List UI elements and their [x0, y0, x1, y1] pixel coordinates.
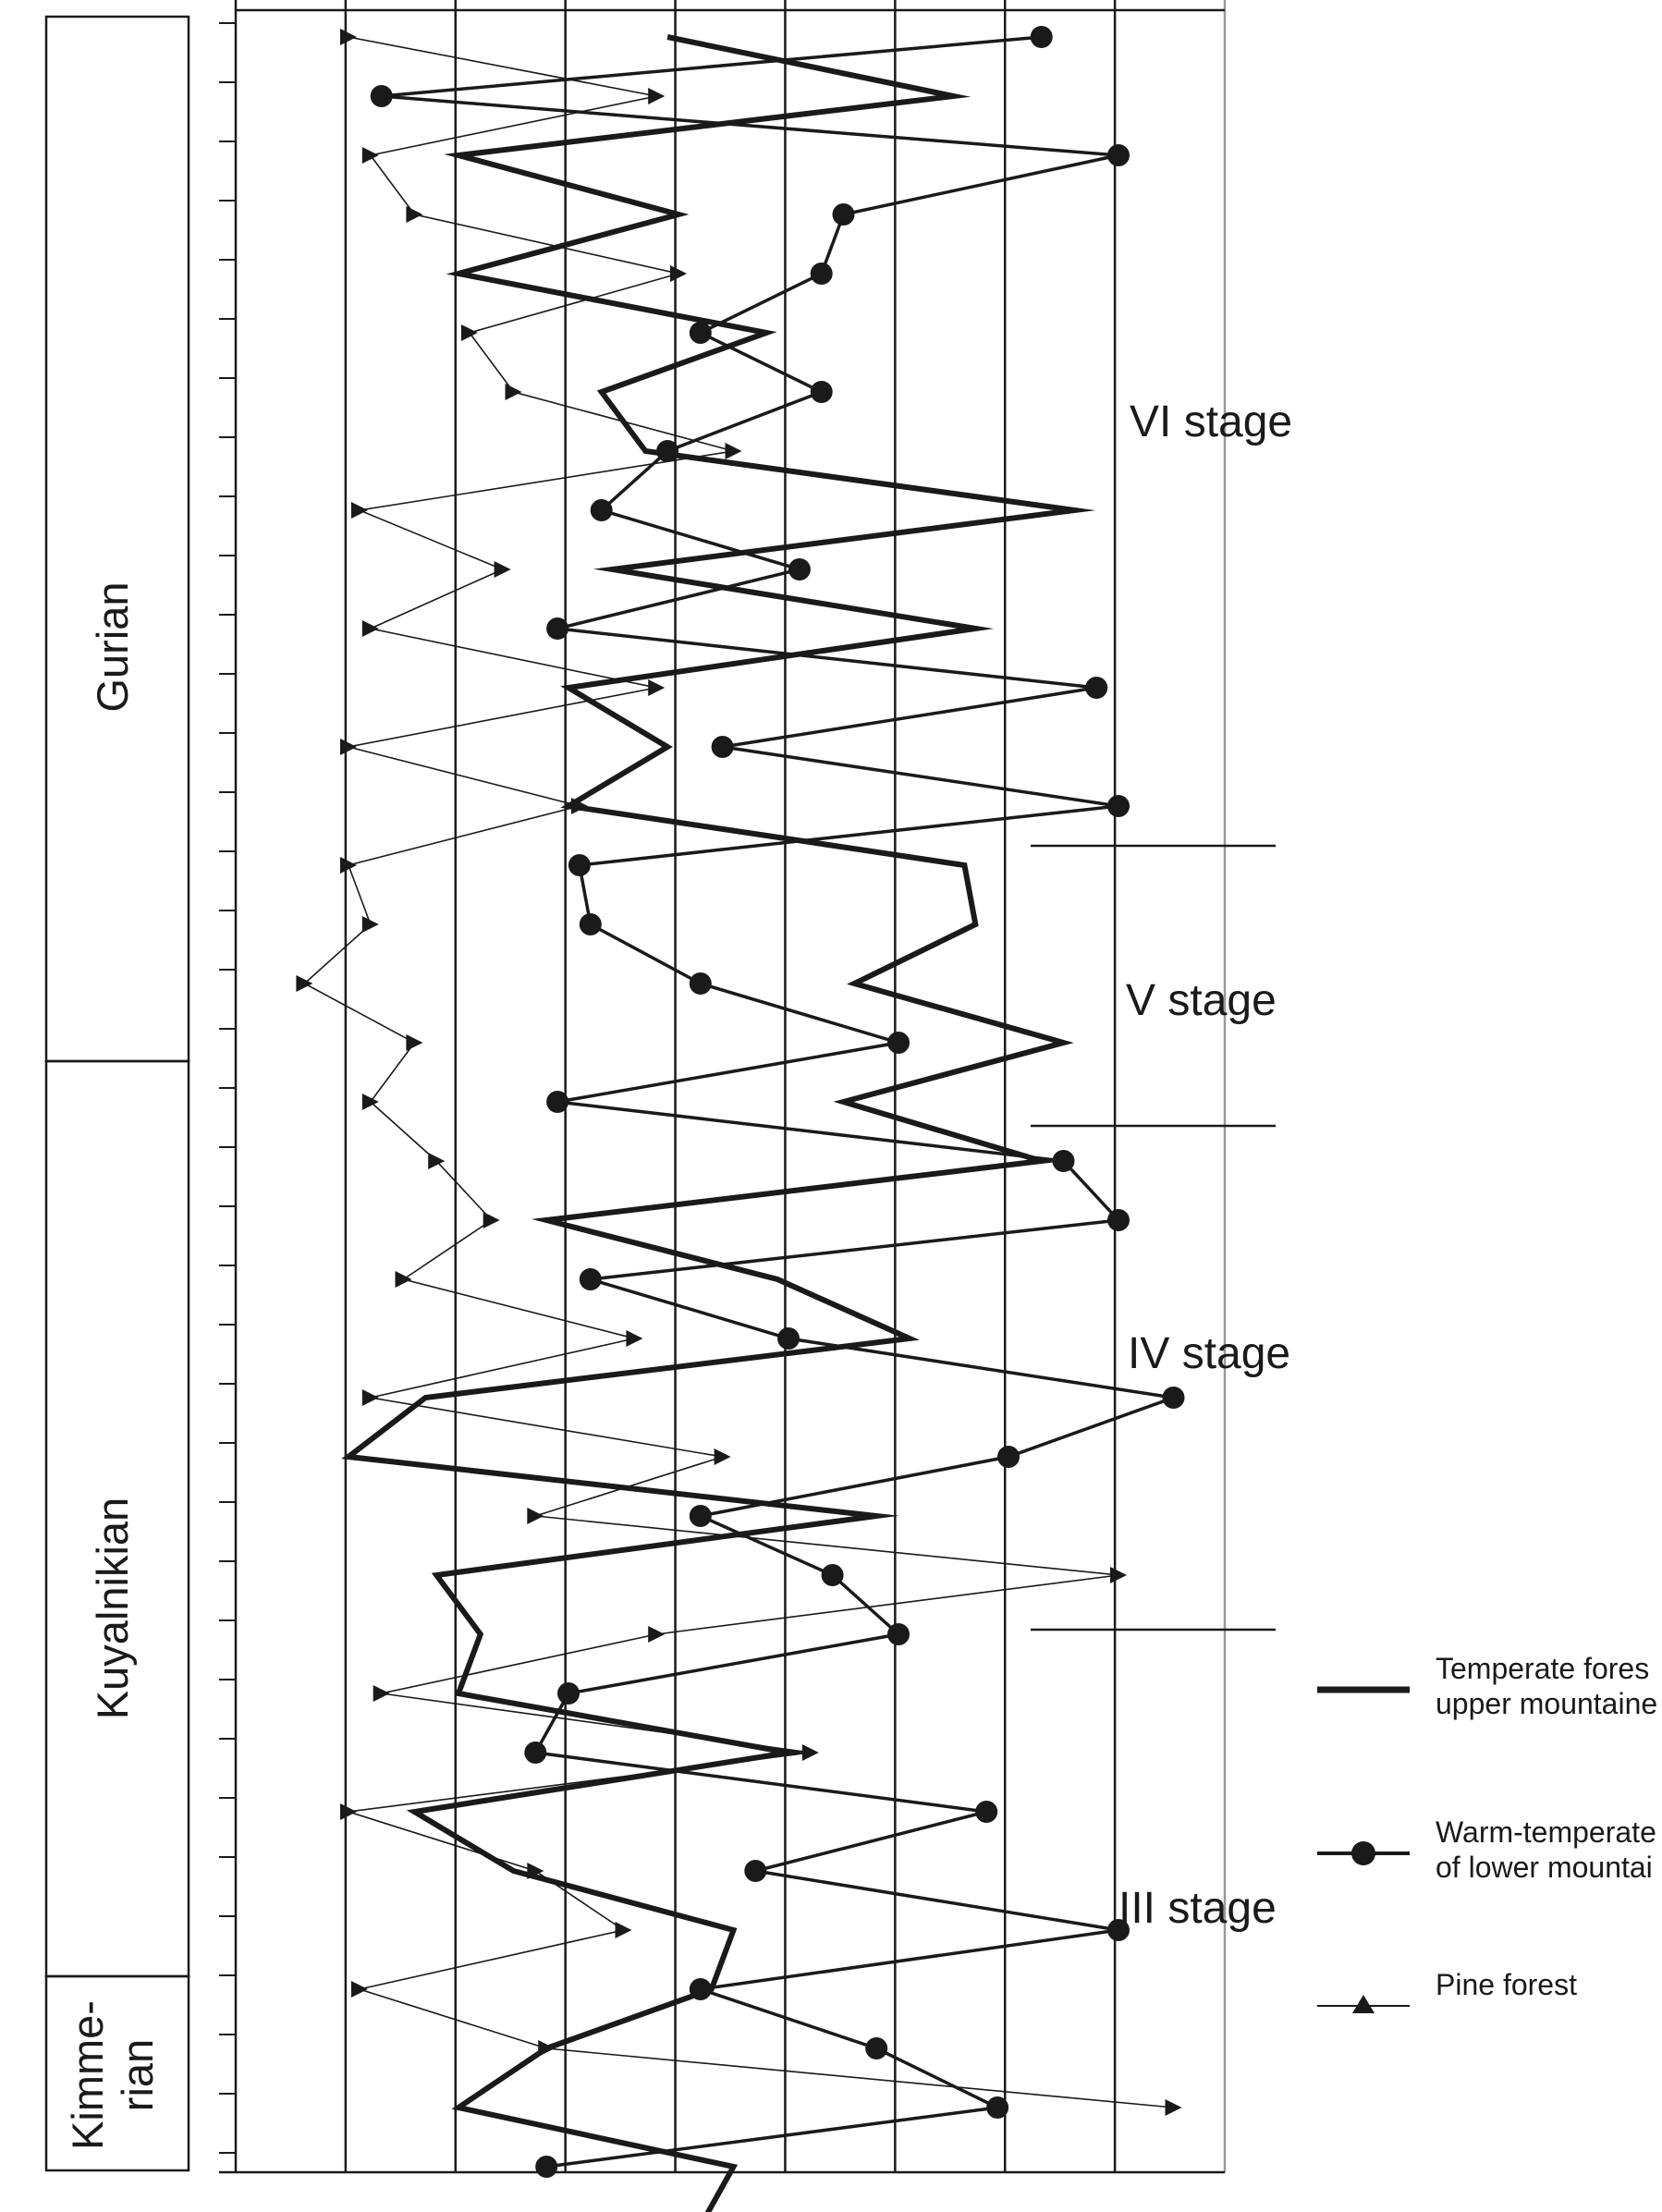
data-point-pine-forest: [495, 561, 511, 578]
data-point-warm-temperate-forest: [865, 2037, 887, 2059]
data-point-warm-temperate-forest: [712, 736, 734, 758]
unit-label: [63, 2000, 162, 2150]
data-point-pine-forest: [1166, 2099, 1182, 2116]
data-point-pine-forest: [802, 1744, 819, 1761]
data-point-warm-temperate-forest: [546, 1091, 568, 1113]
legend-label: [1436, 1968, 1577, 2001]
unit-label-line: rian: [113, 2038, 162, 2112]
legend-label-line: Pine forest: [1436, 1968, 1577, 2001]
data-point-pine-forest: [483, 1212, 500, 1228]
data-point-pine-forest: [362, 620, 379, 637]
unit-label-line: Kuyalnikian: [88, 1497, 137, 1720]
data-point-warm-temperate-forest: [744, 1860, 766, 1882]
stage-label: V stage: [1126, 976, 1277, 1025]
unit-label: [88, 1497, 137, 1719]
data-point-warm-temperate-forest: [1031, 26, 1053, 48]
series-temperate-forest: [348, 37, 1074, 2212]
data-point-pine-forest: [362, 147, 379, 164]
data-point-warm-temperate-forest: [1107, 144, 1130, 166]
data-point-warm-temperate-forest: [887, 1623, 910, 1645]
data-point-pine-forest: [406, 206, 422, 223]
data-point-warm-temperate-forest: [546, 617, 568, 640]
legend-label-line: Temperate fores: [1436, 1652, 1650, 1685]
series-line-pine-forest: [304, 37, 1173, 2108]
unit-label-line: Gurian: [88, 581, 137, 713]
data-point-pine-forest: [351, 1981, 368, 1998]
data-point-warm-temperate-forest: [690, 972, 712, 995]
data-point-pine-forest: [340, 857, 357, 874]
data-point-pine-forest: [373, 1685, 390, 1702]
data-point-warm-temperate-forest: [975, 1801, 997, 1823]
data-point-warm-temperate-forest: [1053, 1150, 1075, 1172]
data-point-pine-forest: [626, 1330, 642, 1347]
data-point-warm-temperate-forest: [1107, 795, 1130, 817]
data-point-warm-temperate-forest: [833, 203, 855, 226]
data-point-warm-temperate-forest: [535, 2156, 557, 2178]
stage-boundaries: [1031, 846, 1276, 1630]
data-point-warm-temperate-forest: [591, 499, 613, 521]
legend-label-line: of lower mountai: [1436, 1851, 1653, 1884]
stage-label: III stage: [1118, 1884, 1277, 1933]
data-point-pine-forest: [340, 1803, 357, 1820]
data-point-warm-temperate-forest: [580, 1268, 602, 1290]
data-point-warm-temperate-forest: [997, 1446, 1020, 1468]
series-line-temperate-forest: [348, 37, 1074, 2212]
series-warm-temperate-forest: [371, 26, 1185, 2178]
stage-label: IV stage: [1128, 1329, 1291, 1378]
data-point-pine-forest: [527, 1508, 544, 1524]
unit-label-line: Kimme-: [63, 2000, 112, 2150]
data-point-pine-forest: [648, 1626, 665, 1643]
data-point-warm-temperate-forest: [1107, 1209, 1130, 1231]
data-point-warm-temperate-forest: [777, 1327, 800, 1350]
data-point-pine-forest: [362, 1389, 379, 1406]
data-point-warm-temperate-forest: [1163, 1387, 1185, 1409]
data-point-pine-forest: [340, 739, 357, 755]
data-point-warm-temperate-forest: [887, 1032, 910, 1054]
legend-swatch-marker: [1351, 1841, 1375, 1865]
data-point-pine-forest: [396, 1271, 412, 1288]
data-point-warm-temperate-forest: [656, 440, 678, 462]
data-point-pine-forest: [506, 384, 522, 400]
data-point-warm-temperate-forest: [986, 2096, 1008, 2119]
data-point-warm-temperate-forest: [557, 1682, 580, 1705]
data-point-warm-temperate-forest: [690, 1505, 712, 1527]
data-point-pine-forest: [726, 443, 742, 459]
data-point-warm-temperate-forest: [580, 913, 602, 935]
chart-legend: [1299, 1645, 1662, 2071]
data-point-warm-temperate-forest: [568, 854, 591, 876]
data-point-warm-temperate-forest: [811, 381, 833, 403]
legend-label-line: Warm-temperate: [1436, 1815, 1656, 1849]
data-point-pine-forest: [406, 1034, 422, 1051]
stage-label: VI stage: [1130, 397, 1293, 446]
data-point-pine-forest: [648, 679, 665, 696]
data-point-pine-forest: [1110, 1567, 1127, 1583]
stratigraphic-units-column: [46, 17, 189, 2170]
data-point-pine-forest: [670, 265, 687, 282]
data-point-warm-temperate-forest: [811, 263, 833, 285]
data-point-warm-temperate-forest: [524, 1741, 546, 1764]
data-point-warm-temperate-forest: [690, 322, 712, 344]
data-point-pine-forest: [538, 2040, 555, 2057]
data-point-warm-temperate-forest: [788, 558, 811, 580]
data-point-warm-temperate-forest: [690, 1978, 712, 2000]
series-line-warm-temperate-forest: [382, 37, 1174, 2167]
data-point-pine-forest: [340, 29, 357, 45]
unit-label: [88, 581, 137, 712]
data-point-pine-forest: [616, 1922, 632, 1938]
data-point-pine-forest: [715, 1448, 731, 1465]
data-point-pine-forest: [461, 324, 478, 341]
data-point-pine-forest: [648, 88, 665, 104]
data-point-warm-temperate-forest: [822, 1564, 844, 1586]
unit-box: [46, 17, 189, 1061]
stage-labels: [1118, 397, 1292, 1933]
data-point-warm-temperate-forest: [1085, 677, 1107, 699]
series-layer: [296, 26, 1184, 2212]
data-point-pine-forest: [362, 916, 379, 933]
legend-label-line: upper mountaine: [1436, 1687, 1658, 1720]
data-point-warm-temperate-forest: [371, 85, 393, 107]
data-point-pine-forest: [351, 502, 368, 519]
